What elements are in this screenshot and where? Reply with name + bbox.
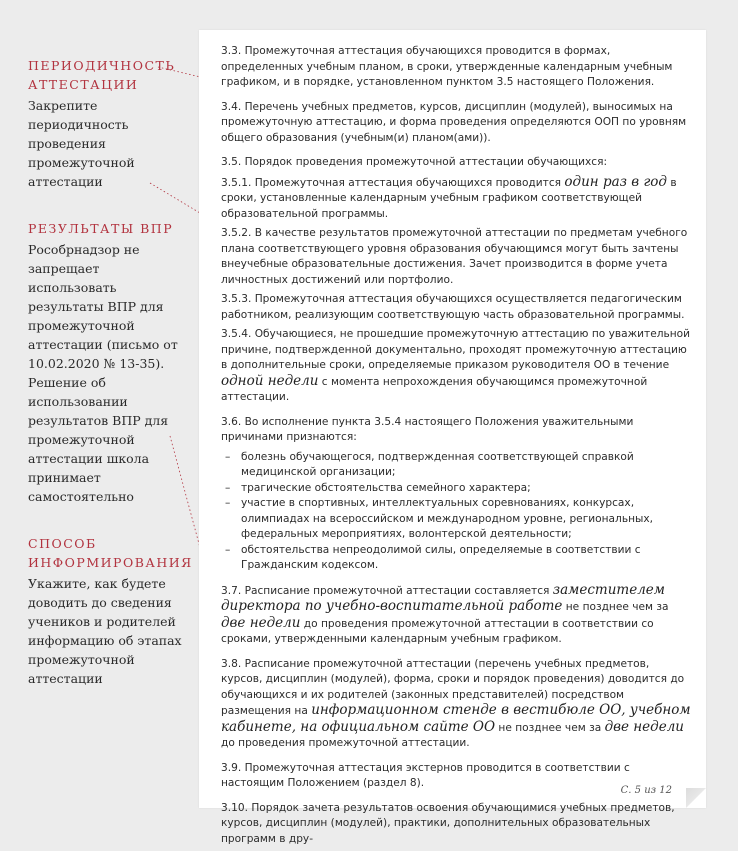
highlight-text: две недели [221,614,301,631]
text-run: в сроки, установленные календарным учебным графиком соответствующей образовательной программы. [221,176,677,220]
list-item: – обстоятельства непреодолимой силы, определяемые в соответствии с Гражданским кодексом. [221,543,693,574]
paragraph-3-10: 3.10. Порядок зачета результатов освоения обучающимися учебных предметов, курсов, дисциплин (модулей), практики, дополнительных образовательных программ в дру- [221,801,675,845]
note-body: Укажите, как будете доводить до сведения учеников и родителей информацию об этапах промежуточной аттестации [28,576,182,686]
paragraph-3-3: 3.3. Промежуточная аттестация обучающихся проводится в формах, определенных учебным планом, в сроки, утвержденные календарным учебным графиком, и в порядке, установленном пунктом 3.5 настоящего Положения. [221,45,673,88]
paragraph-3-5-1 [221,175,693,223]
note-vpr-results [28,219,188,506]
reasons-list [221,450,693,574]
page-corner-fold [686,788,706,808]
document-content [221,44,693,851]
text-run: 3.8. Расписание промежуточной аттестации (перечень учебных предметов, курсов, дисциплин (модулей), форма, сроки и порядок проведения) доводится до обучающихся и их родителей (законных представителей) посредством размещения на [221,657,685,717]
highlight-text: две недели [604,718,684,735]
highlight-text: заместителем директора по учебно-воспитательной работе [221,581,665,614]
highlight-text: один раз в год [564,173,667,190]
text-run: 3.7. Расписание промежуточной аттестации составляется [221,584,553,597]
note-body: Рособрнадзор не запрещает использовать результаты ВПР для промежуточной аттестации (письмо от 10.02.2020 № 13-35). Решение об использовании результатов ВПР для промежуточной аттестации школа принимает самостоятельно [28,242,178,504]
list-item: – болезнь обучающегося, подтвержденная соответствующей справкой медицинской организации; [221,450,693,481]
highlight-text: информационном стенде в вестибюле ОО, учебном кабинете, на официальном сайте ОО [221,702,691,735]
paragraph-3-9: 3.9. Промежуточная аттестация экстернов проводится в соответствии с настоящим Положением (раздел 8). [221,761,630,789]
paragraph-3-5-3: 3.5.3. Промежуточная аттестация обучающихся осуществляется педагогическим работником, реализующим соответствующую часть образовательной программы. [221,293,685,321]
paragraph-3-6: 3.6. Во исполнение пункта 3.5.4 настоящего Положения уважительными причинами признаются: [221,415,634,443]
text-run: не позднее чем за [495,721,605,734]
text-run: не позднее чем за [562,601,669,613]
paragraph-3-7 [221,583,693,648]
paragraph-3-5-2: 3.5.2. В качестве результатов промежуточной аттестации по предметам учебного плана соответствующего уровня образования обучающимся могут быть зачтены внеучебные образовательные достижения. Зачет производится в форме учета личностных достижений или портфолио. [221,227,688,286]
document-page [199,30,706,845]
page-number: С. 5 из 12 [620,785,672,796]
note-title: ПЕРИОДИЧНОСТЬ АТТЕСТАЦИИ [28,58,176,92]
paragraph-3-4: 3.4. Перечень учебных предметов, курсов, дисциплин (модулей), выносимых на промежуточную аттестацию, и форма проведения определяются ООП по уровням общего образования (учебным(и) планом(ами)). [221,100,687,144]
paragraph-3-5: 3.5. Порядок проведения промежуточной аттестации обучающихся: [221,156,608,168]
list-item: – участие в спортивных, интеллектуальных соревнованиях, конкурсах, олимпиадах на всероссийском и международном уровне, региональных, федеральных мероприятиях, волонтерской деятельности; [221,496,693,543]
paragraph-3-5-4 [221,327,693,406]
list-item: – трагические обстоятельства семейного характера; [221,481,693,497]
sidebar-notes [28,56,193,716]
note-body: Закрепите периодичность проведения промежуточной аттестации [28,98,135,189]
text-run: до проведения промежуточной аттестации в соответствии со сроками, утвержденными календарным учебным графиком. [221,617,654,645]
note-informing [28,534,193,688]
text-run: 3.5.1. Промежуточная аттестация обучающихся проводится [221,176,565,189]
note-title: СПОСОБ ИНФОРМИРОВАНИЯ [28,536,193,570]
note-periodicity [28,56,188,191]
text-run: с момента непрохождения обучающимся промежуточной аттестации. [221,375,648,403]
text-run: 3.5.4. Обучающиеся, не прошедшие промежуточную аттестацию по уважительной причине, подтвержденной документально, проходят промежуточную аттестацию в дополнительные сроки, определяемые приказом руководителя ОО в течение [221,328,691,371]
highlight-text: одной недели [221,372,319,389]
note-title: РЕЗУЛЬТАТЫ ВПР [28,221,174,236]
paragraph-3-8 [221,657,693,752]
text-run: до проведения промежуточной аттестации. [221,737,470,749]
